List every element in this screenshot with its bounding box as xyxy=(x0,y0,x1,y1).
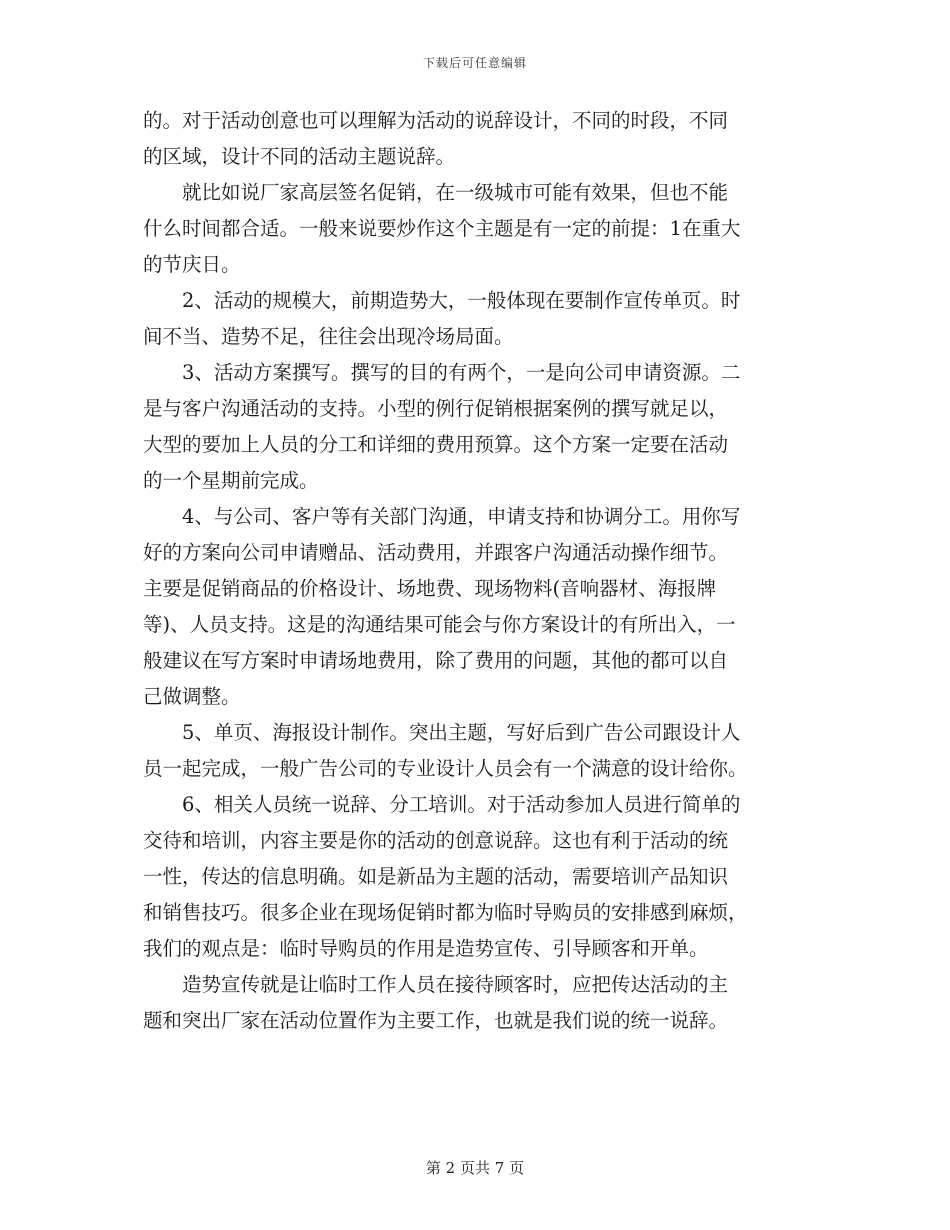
paragraph: 就比如说厂家高层签名促销，在一级城市可能有效果，但也不能 什么时间都合适。一般来说要炒作这个主题是有一定的前提：1在重大 的节庆日。 xyxy=(143,181,741,276)
paragraph: 造势宣传就是让临时工作人员在接待顾客时，应把传达活动的主 题和突出厂家在活动位置作为主要工作，也就是我们说的统一说辞。 xyxy=(143,973,729,1032)
paragraph: 2、活动的规模大，前期造势大，一般体现在要制作宣传单页。时 间不当、造势不足，往往会出现冷场局面。 xyxy=(143,289,741,348)
paragraph: 3、活动方案撰写。撰写的目的有两个，一是向公司申请资源。二 是与客户沟通活动的支持。小型的例行促销根据案例的撰写就足以， 大型的要加上人员的分工和详细的费用预算。这个方案一定要在活动 的一个星期前完成。 xyxy=(143,361,741,492)
page-header: 下载后可任意编辑 xyxy=(422,56,527,70)
paragraph: 的。对于活动创意也可以理解为活动的说辞设计，不同的时段，不同 的区域，设计不同的活动主题说辞。 xyxy=(143,109,729,168)
page-number: 第 2 页共 7 页 xyxy=(425,1159,525,1177)
document-body xyxy=(143,103,813,1039)
paragraph: 6、相关人员统一说辞、分工培训。对于活动参加人员进行简单的 交待和培训，内容主要是你的活动的创意说辞。这也有利于活动的统 一性，传达的信息明确。如是新品为主题的活动，需要培训产品知识 和销售技巧。很多企业在现场促销时都为临时导购员的安排感到麻烦， 我们的观点是：临时导购员的作用是造势宣传、引导顾客和开单。 xyxy=(143,793,748,960)
paragraph: 5、单页、海报设计制作。突出主题，写好后到广告公司跟设计人 员一起完成，一般广告公司的专业设计人员会有一个满意的设计给你。 xyxy=(143,721,748,780)
paragraph: 4、与公司、客户等有关部门沟通，申请支持和协调分工。用你写 好的方案向公司申请赠品、活动费用，并跟客户沟通活动操作细节。 主要是促销商品的价格设计、场地费、现场物料(音响器材、海报牌 等)、人员支持。这是的沟通结果可能会与你方案设计的有所出入，一 般建议在写方案时申请场地费用，除了费用的问题，其他的都可以自 己做调整。 xyxy=(143,505,741,708)
